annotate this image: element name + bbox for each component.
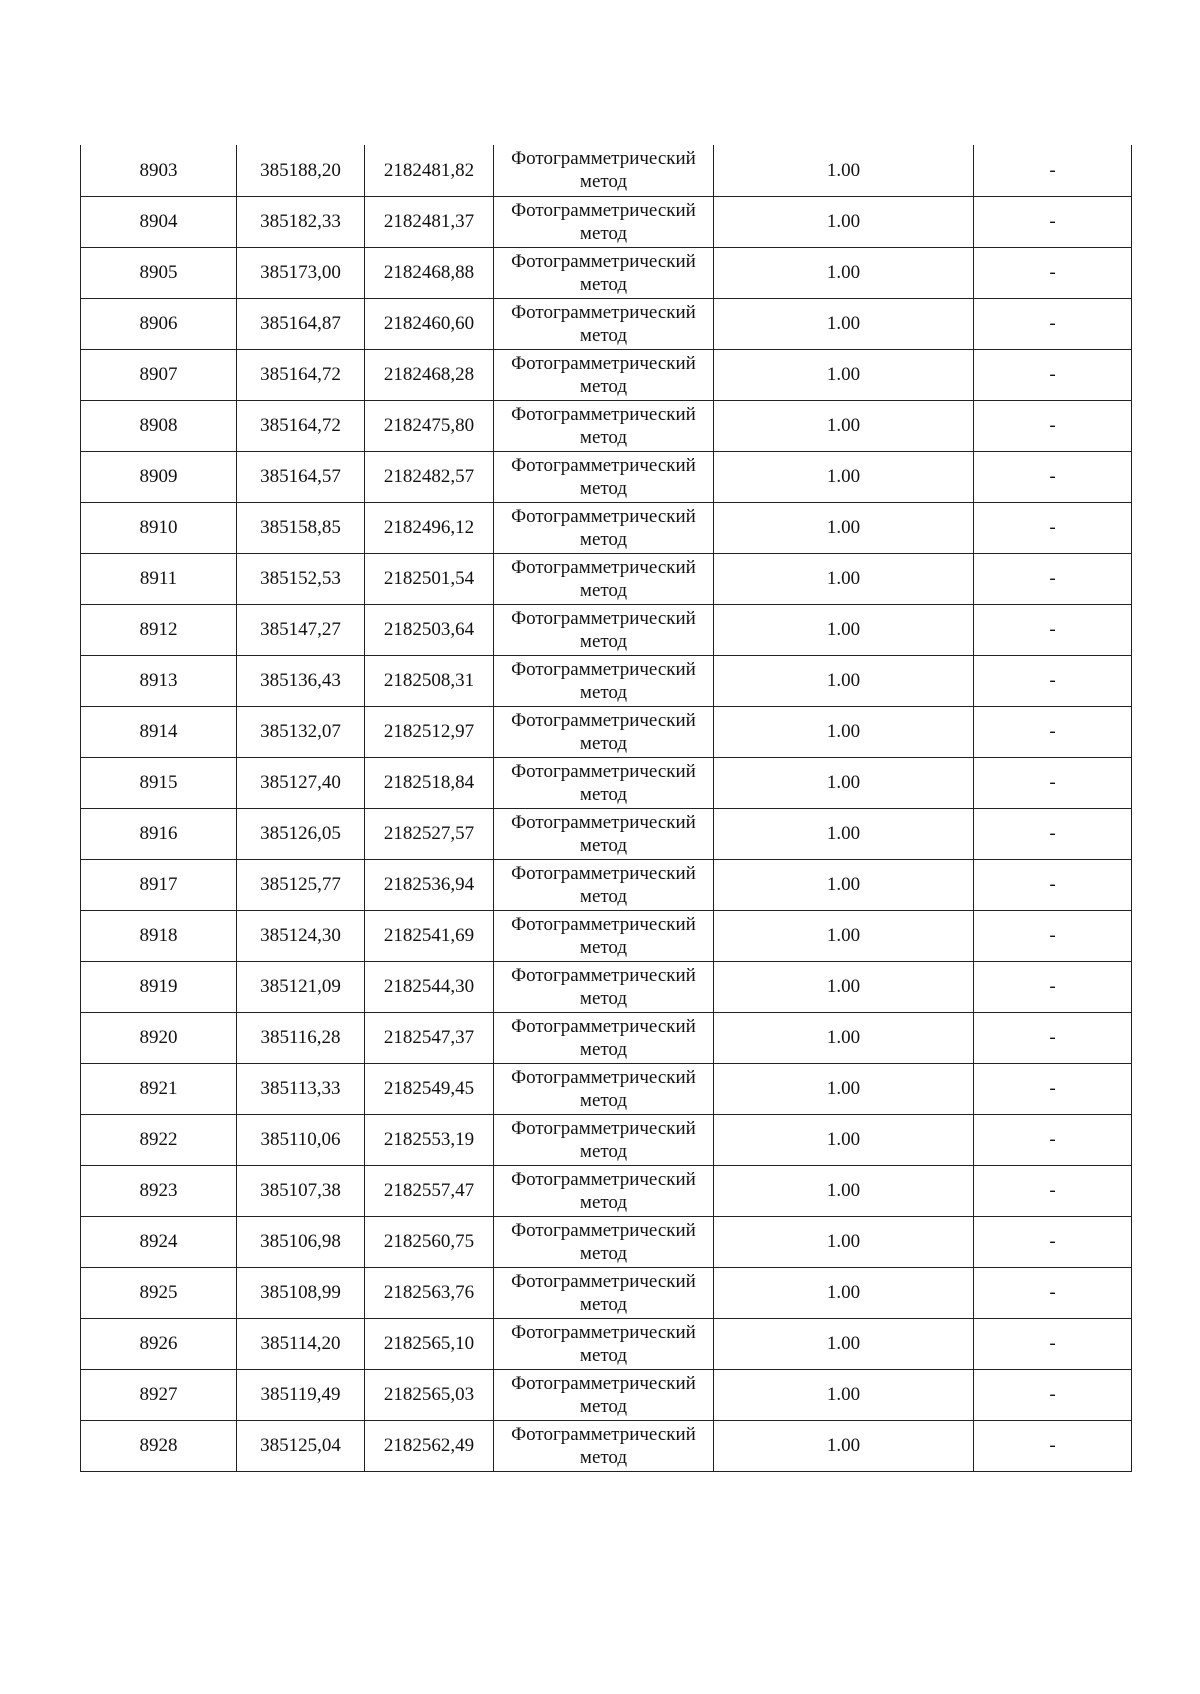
method-cell: Фотограмметрический метод [494,757,714,808]
method-cell: Фотограмметрический метод [494,808,714,859]
point-number-cell: 8916 [81,808,237,859]
table-row [81,655,1132,706]
method-cell: Фотограмметрический метод [494,1267,714,1318]
note-cell: - [974,655,1132,706]
x-coordinate-cell: 385188,20 [237,145,365,196]
y-coordinate-cell: 2182518,84 [365,757,494,808]
point-number-cell: 8913 [81,655,237,706]
accuracy-cell: 1.00 [714,1216,974,1267]
x-coordinate-cell: 385116,28 [237,1012,365,1063]
x-coordinate-cell: 385164,72 [237,349,365,400]
method-cell: Фотограмметрический метод [494,961,714,1012]
method-cell: Фотограмметрический метод [494,706,714,757]
note-cell: - [974,1012,1132,1063]
method-cell: Фотограмметрический метод [494,1165,714,1216]
y-coordinate-cell: 2182475,80 [365,400,494,451]
y-coordinate-cell: 2182468,88 [365,247,494,298]
method-cell: Фотограмметрический метод [494,145,714,196]
point-number-cell: 8923 [81,1165,237,1216]
x-coordinate-cell: 385108,99 [237,1267,365,1318]
note-cell: - [974,910,1132,961]
note-cell: - [974,1318,1132,1369]
x-coordinate-cell: 385164,87 [237,298,365,349]
accuracy-cell: 1.00 [714,451,974,502]
table-row [81,349,1132,400]
note-cell: - [974,1267,1132,1318]
point-number-cell: 8915 [81,757,237,808]
note-cell: - [974,808,1132,859]
point-number-cell: 8912 [81,604,237,655]
point-number-cell: 8920 [81,1012,237,1063]
table-row [81,1063,1132,1114]
accuracy-cell: 1.00 [714,706,974,757]
method-cell: Фотограмметрический метод [494,196,714,247]
y-coordinate-cell: 2182468,28 [365,349,494,400]
note-cell: - [974,451,1132,502]
y-coordinate-cell: 2182541,69 [365,910,494,961]
x-coordinate-cell: 385126,05 [237,808,365,859]
note-cell: - [974,1369,1132,1420]
note-cell: - [974,1216,1132,1267]
x-coordinate-cell: 385132,07 [237,706,365,757]
accuracy-cell: 1.00 [714,1267,974,1318]
accuracy-cell: 1.00 [714,859,974,910]
accuracy-cell: 1.00 [714,808,974,859]
point-number-cell: 8925 [81,1267,237,1318]
table-row [81,1114,1132,1165]
x-coordinate-cell: 385164,72 [237,400,365,451]
point-number-cell: 8908 [81,400,237,451]
y-coordinate-cell: 2182557,47 [365,1165,494,1216]
table-row [81,1369,1132,1420]
point-number-cell: 8918 [81,910,237,961]
y-coordinate-cell: 2182496,12 [365,502,494,553]
accuracy-cell: 1.00 [714,400,974,451]
table-row [81,859,1132,910]
method-cell: Фотограмметрический метод [494,1012,714,1063]
accuracy-cell: 1.00 [714,502,974,553]
x-coordinate-cell: 385164,57 [237,451,365,502]
y-coordinate-cell: 2182501,54 [365,553,494,604]
y-coordinate-cell: 2182508,31 [365,655,494,706]
x-coordinate-cell: 385124,30 [237,910,365,961]
coordinates-table-body [81,145,1132,1471]
point-number-cell: 8919 [81,961,237,1012]
accuracy-cell: 1.00 [714,247,974,298]
table-row [81,502,1132,553]
point-number-cell: 8928 [81,1420,237,1471]
x-coordinate-cell: 385127,40 [237,757,365,808]
note-cell: - [974,502,1132,553]
accuracy-cell: 1.00 [714,1114,974,1165]
table-row [81,247,1132,298]
accuracy-cell: 1.00 [714,1369,974,1420]
note-cell: - [974,298,1132,349]
y-coordinate-cell: 2182481,37 [365,196,494,247]
table-row [81,604,1132,655]
y-coordinate-cell: 2182481,82 [365,145,494,196]
x-coordinate-cell: 385158,85 [237,502,365,553]
accuracy-cell: 1.00 [714,1318,974,1369]
x-coordinate-cell: 385152,53 [237,553,365,604]
table-row [81,808,1132,859]
table-row [81,1216,1132,1267]
table-row [81,196,1132,247]
x-coordinate-cell: 385136,43 [237,655,365,706]
point-number-cell: 8909 [81,451,237,502]
note-cell: - [974,196,1132,247]
accuracy-cell: 1.00 [714,961,974,1012]
note-cell: - [974,604,1132,655]
point-number-cell: 8927 [81,1369,237,1420]
table-row [81,1420,1132,1471]
y-coordinate-cell: 2182544,30 [365,961,494,1012]
note-cell: - [974,1114,1132,1165]
x-coordinate-cell: 385114,20 [237,1318,365,1369]
table-row [81,145,1132,196]
y-coordinate-cell: 2182563,76 [365,1267,494,1318]
y-coordinate-cell: 2182512,97 [365,706,494,757]
method-cell: Фотограмметрический метод [494,1420,714,1471]
x-coordinate-cell: 385106,98 [237,1216,365,1267]
point-number-cell: 8914 [81,706,237,757]
note-cell: - [974,349,1132,400]
y-coordinate-cell: 2182547,37 [365,1012,494,1063]
point-number-cell: 8910 [81,502,237,553]
accuracy-cell: 1.00 [714,910,974,961]
note-cell: - [974,1063,1132,1114]
y-coordinate-cell: 2182560,75 [365,1216,494,1267]
point-number-cell: 8921 [81,1063,237,1114]
table-row [81,706,1132,757]
note-cell: - [974,859,1132,910]
note-cell: - [974,706,1132,757]
x-coordinate-cell: 385125,04 [237,1420,365,1471]
method-cell: Фотограмметрический метод [494,1216,714,1267]
table-row [81,757,1132,808]
table-row [81,451,1132,502]
point-number-cell: 8907 [81,349,237,400]
point-number-cell: 8906 [81,298,237,349]
method-cell: Фотограмметрический метод [494,502,714,553]
y-coordinate-cell: 2182553,19 [365,1114,494,1165]
table-row [81,298,1132,349]
accuracy-cell: 1.00 [714,1063,974,1114]
point-number-cell: 8903 [81,145,237,196]
note-cell: - [974,145,1132,196]
accuracy-cell: 1.00 [714,145,974,196]
x-coordinate-cell: 385182,33 [237,196,365,247]
table-row [81,1267,1132,1318]
point-number-cell: 8922 [81,1114,237,1165]
x-coordinate-cell: 385113,33 [237,1063,365,1114]
x-coordinate-cell: 385125,77 [237,859,365,910]
method-cell: Фотограмметрический метод [494,451,714,502]
accuracy-cell: 1.00 [714,553,974,604]
y-coordinate-cell: 2182536,94 [365,859,494,910]
method-cell: Фотограмметрический метод [494,349,714,400]
x-coordinate-cell: 385147,27 [237,604,365,655]
method-cell: Фотограмметрический метод [494,1369,714,1420]
accuracy-cell: 1.00 [714,757,974,808]
accuracy-cell: 1.00 [714,604,974,655]
x-coordinate-cell: 385121,09 [237,961,365,1012]
point-number-cell: 8911 [81,553,237,604]
note-cell: - [974,553,1132,604]
accuracy-cell: 1.00 [714,1420,974,1471]
point-number-cell: 8926 [81,1318,237,1369]
y-coordinate-cell: 2182482,57 [365,451,494,502]
table-row [81,1318,1132,1369]
coordinates-table [80,145,1132,1472]
y-coordinate-cell: 2182527,57 [365,808,494,859]
table-row [81,961,1132,1012]
point-number-cell: 8905 [81,247,237,298]
x-coordinate-cell: 385107,38 [237,1165,365,1216]
method-cell: Фотограмметрический метод [494,298,714,349]
y-coordinate-cell: 2182503,64 [365,604,494,655]
accuracy-cell: 1.00 [714,298,974,349]
method-cell: Фотограмметрический метод [494,604,714,655]
note-cell: - [974,247,1132,298]
x-coordinate-cell: 385173,00 [237,247,365,298]
method-cell: Фотограмметрический метод [494,1318,714,1369]
method-cell: Фотограмметрический метод [494,910,714,961]
x-coordinate-cell: 385110,06 [237,1114,365,1165]
method-cell: Фотограмметрический метод [494,859,714,910]
point-number-cell: 8904 [81,196,237,247]
y-coordinate-cell: 2182565,10 [365,1318,494,1369]
y-coordinate-cell: 2182460,60 [365,298,494,349]
accuracy-cell: 1.00 [714,1165,974,1216]
note-cell: - [974,961,1132,1012]
note-cell: - [974,1420,1132,1471]
method-cell: Фотограмметрический метод [494,553,714,604]
point-number-cell: 8917 [81,859,237,910]
table-row [81,1165,1132,1216]
accuracy-cell: 1.00 [714,349,974,400]
table-row [81,1012,1132,1063]
y-coordinate-cell: 2182549,45 [365,1063,494,1114]
point-number-cell: 8924 [81,1216,237,1267]
x-coordinate-cell: 385119,49 [237,1369,365,1420]
note-cell: - [974,1165,1132,1216]
table-row [81,553,1132,604]
table-row [81,910,1132,961]
note-cell: - [974,400,1132,451]
accuracy-cell: 1.00 [714,655,974,706]
table-row [81,400,1132,451]
accuracy-cell: 1.00 [714,196,974,247]
accuracy-cell: 1.00 [714,1012,974,1063]
method-cell: Фотограмметрический метод [494,400,714,451]
y-coordinate-cell: 2182562,49 [365,1420,494,1471]
method-cell: Фотограмметрический метод [494,1114,714,1165]
method-cell: Фотограмметрический метод [494,655,714,706]
method-cell: Фотограмметрический метод [494,247,714,298]
y-coordinate-cell: 2182565,03 [365,1369,494,1420]
note-cell: - [974,757,1132,808]
method-cell: Фотограмметрический метод [494,1063,714,1114]
